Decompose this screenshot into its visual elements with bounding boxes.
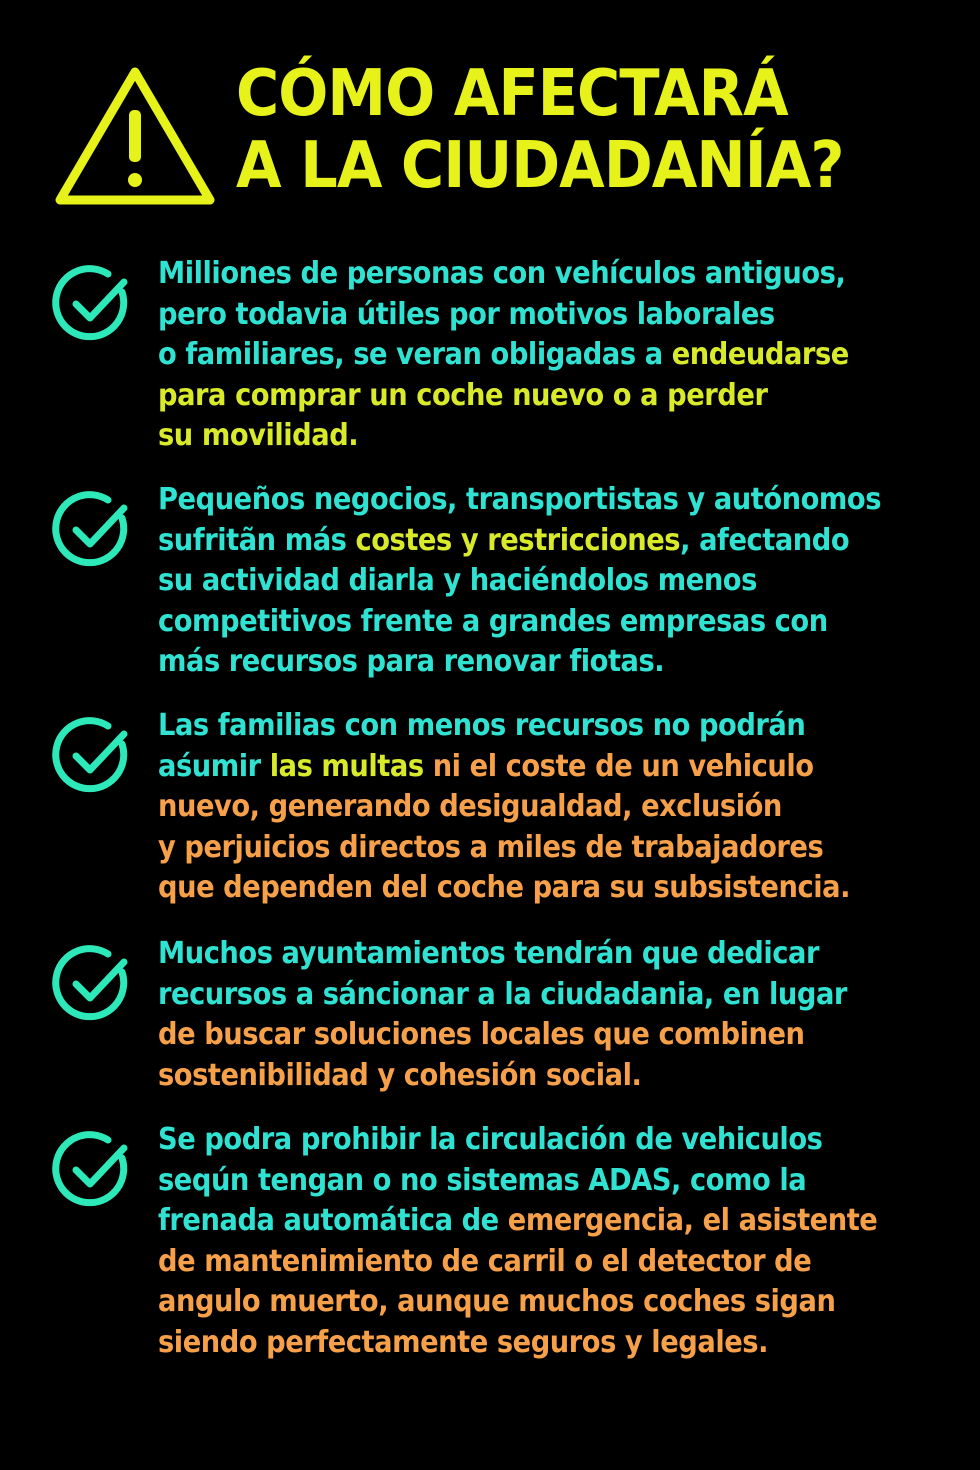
item-1-line-4: para comprar un coche nuevo o a perder — [158, 377, 768, 413]
item-1-line-3 — [158, 335, 886, 376]
item-5-line-3-b: emergencia, el asistente — [507, 1203, 878, 1238]
check-circle-icon — [50, 262, 134, 346]
warning-triangle-icon — [50, 62, 220, 212]
item-1-text — [158, 254, 958, 457]
item-5-line-3-a: frenada automática de — [158, 1203, 508, 1238]
item-3-line-2 — [158, 747, 886, 788]
item-3-line-2-b: las multas — [269, 748, 424, 784]
check-circle-icon — [50, 488, 134, 572]
item-5-line-1: Se podra prohibir la circulación de vehiculos — [158, 1122, 823, 1157]
check-circle-icon — [50, 1128, 134, 1212]
item-3-line-1: Las familias con menos recursos no podrán — [158, 708, 806, 743]
item-5-line-4: de mantenimiento de carril o el detector de — [158, 1243, 812, 1279]
item-2-text — [158, 480, 958, 683]
item-2-line-5: más recursos para renovar fiotas. — [158, 644, 665, 679]
item-3-line-5: que dependen del coche para su subsistencia. — [158, 870, 850, 905]
item-5-line-3 — [158, 1201, 886, 1242]
title-line-1: CÓMO AFECTARÁ — [236, 57, 788, 131]
item-4-line-2: recursos a sáncionar a la ciudadania, en lugar — [158, 976, 847, 1012]
item-1-line-5: su movilidad. — [158, 418, 359, 453]
header — [0, 52, 980, 222]
item-5-line-2: seqún tengan o no sistemas ADAS, como la — [158, 1162, 807, 1198]
item-2-line-2-a: sufritãn más — [158, 522, 356, 558]
item-4-text — [158, 934, 958, 1096]
item-3-text — [158, 706, 958, 909]
item-4-line-1: Muchos ayuntamientos tendrán que dedicar — [158, 936, 819, 971]
item-1-line-3-a: o familiares, se veran obligadas a — [158, 337, 672, 372]
item-4-line-4: sostenibilidad y cohesión social. — [158, 1057, 642, 1093]
item-3-line-2-c: ni el coste de un vehiculo — [423, 748, 814, 784]
check-circle-icon — [50, 714, 134, 798]
check-circle-icon — [50, 942, 134, 1026]
item-1-line-3-b: endeudarse — [671, 337, 849, 372]
item-5-line-5: angulo muerto, aunque muchos coches sigan — [158, 1284, 836, 1319]
item-3-line-3: nuevo, generando desigualdad, exclusión — [158, 789, 782, 824]
item-2-line-1: Pequeños negocios, transportistas y autónomos — [158, 482, 882, 517]
item-1-line-1: Milliones de personas con vehículos antiguos, — [158, 256, 846, 291]
item-3-line-4: y perjuicios directos a miles de trabajadores — [158, 829, 824, 865]
item-4-line-3: de buscar soluciones locales que combinen — [158, 1017, 805, 1052]
item-1-line-2: pero todavia útiles por motivos laborales — [158, 296, 775, 332]
item-2-line-2-b: costes y restricciones — [355, 522, 681, 558]
item-3-line-2-a: aśumir — [158, 748, 270, 784]
item-2-line-2 — [158, 521, 886, 562]
page-title — [236, 58, 844, 202]
item-5-text — [158, 1120, 958, 1363]
item-2-line-4: competitivos frente a grandes empresas con — [158, 603, 828, 639]
item-5-line-6: siendo perfectamente seguros y legales. — [158, 1324, 768, 1360]
item-2-line-2-c: , afectando — [680, 522, 850, 558]
item-2-line-3: su actividad diarla y haciéndolos menos — [158, 563, 757, 598]
title-line-2: A LA CIUDADANÍA? — [236, 129, 844, 203]
